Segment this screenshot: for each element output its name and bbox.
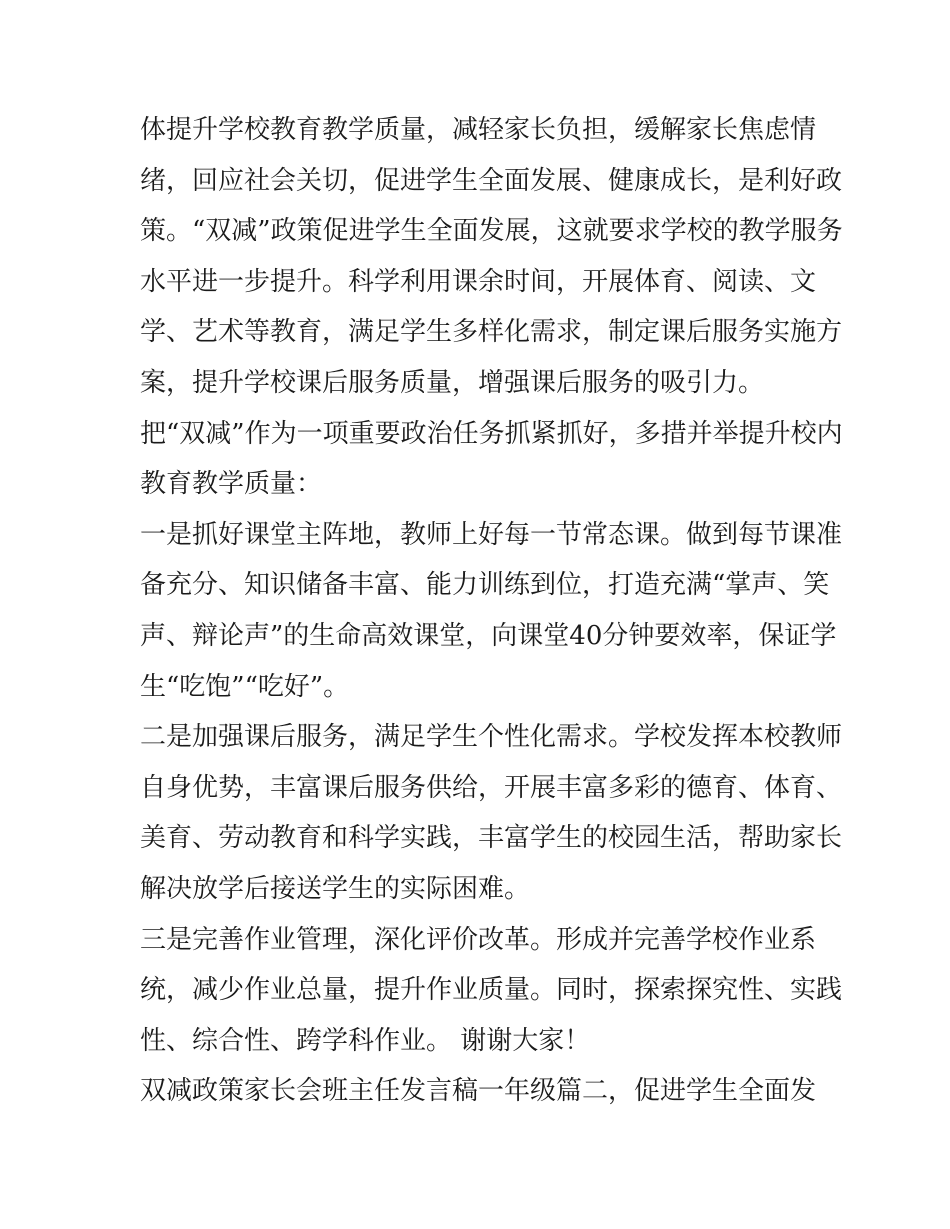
document-body [140, 105, 843, 1117]
text-line: 学、艺术等教育，满足学生多样化需求，制定课后服务实施方 [140, 317, 843, 348]
text-line: 体提升学校教育教学质量，减轻家长负担，缓解家长焦虑情 [140, 115, 817, 145]
text-line: 水平进一步提升。科学利用课余时间，开展体育、阅读、文 [140, 266, 817, 297]
text-line: 自身优势，丰富课后服务供给，开展丰富多彩的德育、体育、 [140, 772, 843, 803]
text-line: 解决放学后接送学生的实际困难。 [140, 873, 531, 904]
text-line: 三是完善作业管理，深化评价改革。形成并完善学校作业系 [140, 924, 817, 955]
text-line: 绪，回应社会关切，促进学生全面发展、健康成长，是利好政 [140, 165, 843, 196]
text-line: 把“双减”作为一项重要政治任务抓紧抓好，多措并举提升校内 [140, 418, 843, 449]
paragraph-measure-three [140, 915, 843, 1067]
text-line: 案，提升学校课后服务质量，增强课后服务的吸引力。 [140, 367, 765, 398]
paragraph-measure-two [140, 712, 843, 914]
text-line: 一是抓好课堂主阵地，教师上好每一节常态课。做到每节课准 [140, 519, 843, 550]
text-line: 备充分、知识储备丰富、能力训练到位，打造充满“掌声、笑 [140, 570, 830, 601]
text-line: 生“吃饱”“吃好”。 [140, 671, 350, 702]
paragraph-intro [140, 105, 843, 409]
text-line: 性、综合性、跨学科作业。 谢谢大家！ [140, 1025, 591, 1056]
text-line: 美育、劳动教育和科学实践，丰富学生的校园生活，帮助家长 [140, 823, 843, 854]
text-line: 二是加强课后服务，满足学生个性化需求。学校发挥本校教师 [140, 722, 843, 753]
paragraph-next-section [140, 1066, 820, 1117]
paragraph-measure-one [140, 510, 843, 712]
text-line: 策。“双减”政策促进学生全面发展，这就要求学校的教学服务 [140, 216, 843, 247]
text-line: 统，减少作业总量，提升作业质量。同时，探索探究性、实践 [140, 975, 843, 1006]
text-line: 声、辩论声”的生命高效课堂，向课堂40分钟要效率，保证学 [140, 620, 837, 651]
text-line: 双减政策家长会班主任发言稿一年级篇二，促进学生全面发 [140, 1076, 817, 1107]
text-line: 教育教学质量： [140, 469, 323, 500]
paragraph-measures-intro [140, 409, 843, 510]
